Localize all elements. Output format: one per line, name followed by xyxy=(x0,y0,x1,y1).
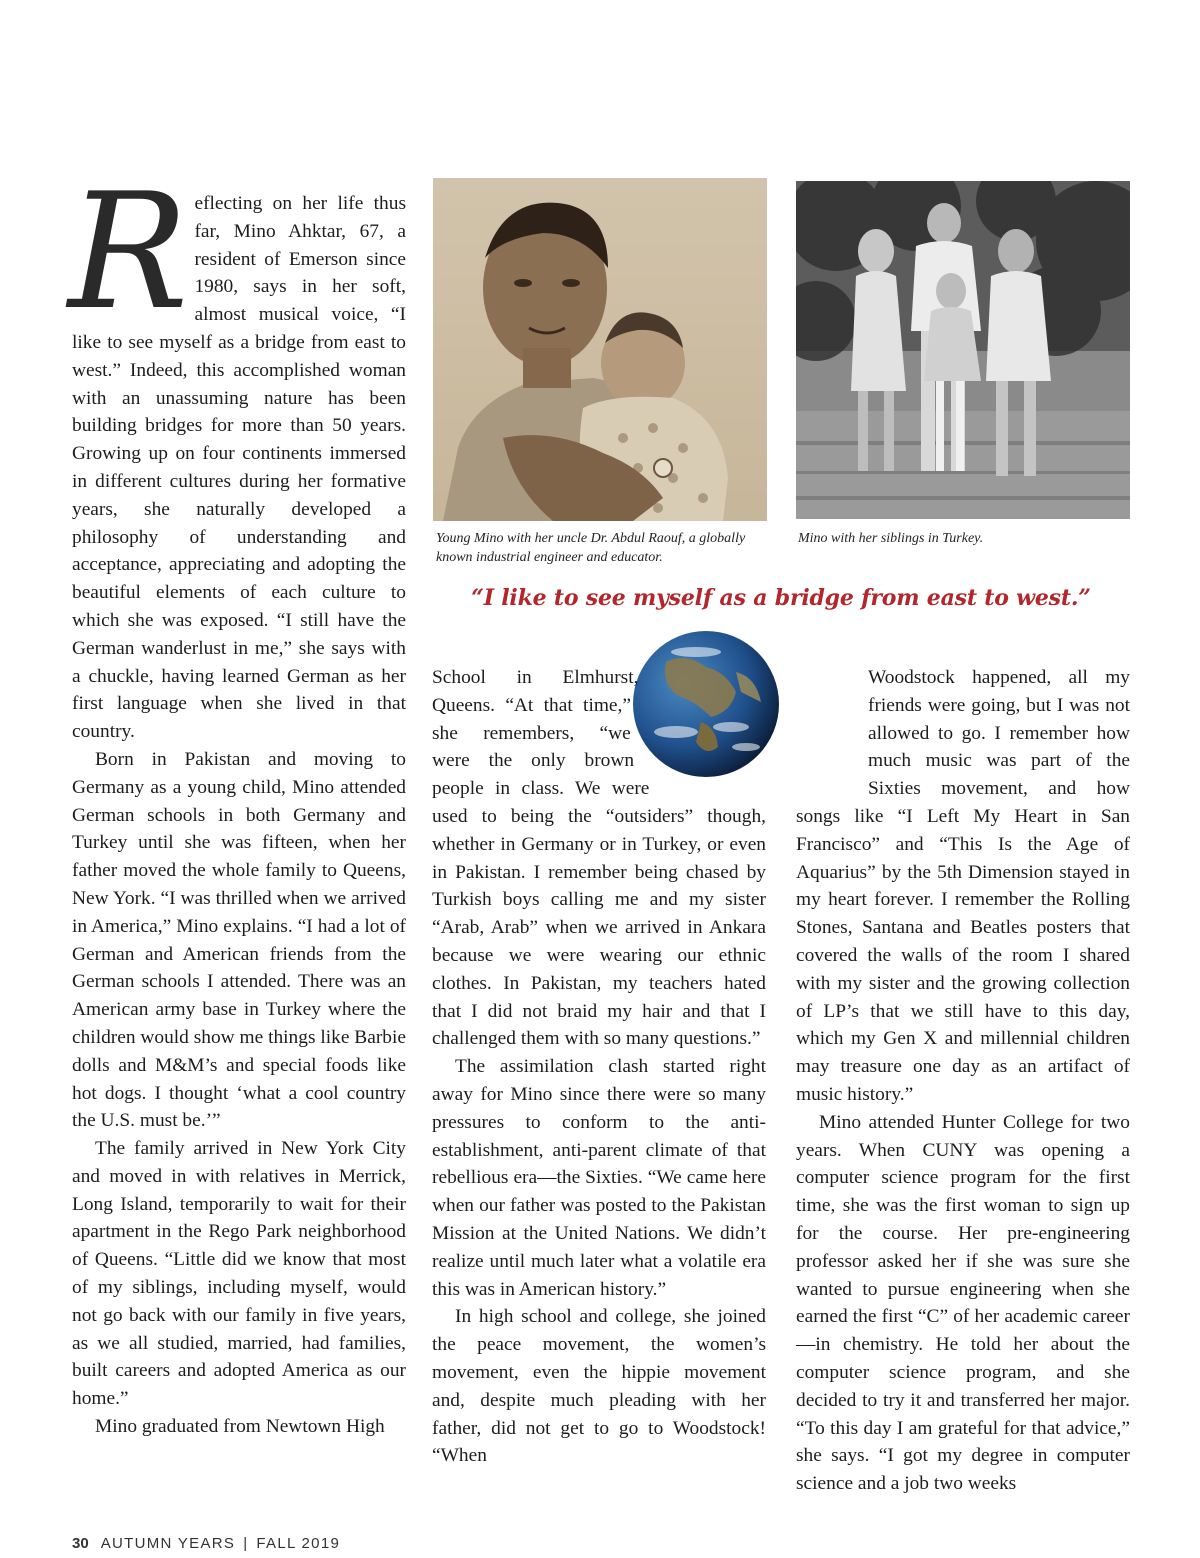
publication-name: AUTUMN YEARS xyxy=(100,1535,236,1552)
article-paragraph: Born in Pakistan and moving to Germany as a young child, Mino attended German schools in both Germany and Turkey until she was fifteen, when her father moved the whole family to Queens, New York. “I was thrilled when we arrived in America,” Mino explains. “I had a lot of German and American friends from the German schools I attended. There was an American army base in Turkey where the children would show me things like Barbie dolls and M&M’s and special foods like hot dogs. I thought ‘what a cool country the U.S. must be.’” xyxy=(72,748,406,1132)
caption-photo1: Young Mino with her uncle Dr. Abdul Raouf, a globally known industrial engineer and educator. xyxy=(436,531,746,565)
page-number: 30 xyxy=(72,1535,89,1552)
footer-separator: | xyxy=(243,1535,249,1552)
drop-cap: R xyxy=(68,158,189,345)
article-paragraph: School in Elmhurst, Queens. “At that time,” she remembers, “we were the only brown people in class. We were used to being the “outsiders” though, whether in Germany or in Turkey, or even in Pakistan. I remember being chased by Turkish boys calling me and my sister “Arab, Arab” when we arrived in Ankara because we were wearing our ethnic clothes. In Pakistan, my teachers hated that I did not braid my hair and that I challenged them with so many questions.” xyxy=(432,667,766,1050)
article-column-1 xyxy=(68,158,406,1441)
caption-photo2: Mino with her siblings in Turkey. xyxy=(798,531,984,546)
article-paragraph: The assimilation clash started right away for Mino since there were so many pressures to conform to the anti-establishment, anti-parent climate of that rebellious era—the Sixties. “We came here when our father was posted to the Pakistan Mission at the United Nations. We didn’t realize until much later what a volatile era this was in American history.” xyxy=(432,1056,766,1300)
pull-quote: “I like to see myself as a bridge from east to west.” xyxy=(471,585,1091,611)
article-column-3 xyxy=(796,664,1130,1498)
article-paragraph: Mino attended Hunter College for two years. When CUNY was opening a computer science program for the first time, she was the first woman to sign up for the course. Her pre-engineering professor asked her if she was sure she wanted to pursue engineering when she earned the first “C” of her academic career—in chemistry. He told her about the computer science program, and she decided to try it and transferred her major. “To this day I am grateful for that advice,” she says. “I got my degree in computer science and a job two weeks xyxy=(796,1111,1130,1495)
globe-float-left xyxy=(796,664,868,800)
article-paragraph: In high school and college, she joined the peace movement, the women’s movement, even the hippie movement and, despite much pleading with her father, did not get to go to Woodstock! “When xyxy=(432,1306,766,1467)
paragraph-text: eflecting on her life thus far, Mino Ahktar, 67, a resident of Emerson since 1980, says in her soft, almost musical voice, “I like to see myself as a bridge from east to west.” Indeed, this accomplished woman with an unassuming nature has been building bridges for more than 50 years. Growing up on four continents immersed in different cultures during her formative years, she naturally developed a philosophy of understanding and acceptance, appreciating and adopting the beautiful elements of each culture to which she was exposed. “I still have the German wanderlust in me,” she says with a chuckle, having learned German as her first language when she lived in that country. xyxy=(72,193,406,743)
article-paragraph: Mino graduated from Newtown High xyxy=(95,1416,385,1438)
issue-date: FALL 2019 xyxy=(256,1535,341,1552)
article-column-2 xyxy=(432,664,766,1470)
photo-siblings-turkey xyxy=(796,181,1130,519)
article-paragraph: The family arrived in New York City and moved in with relatives in Merrick, Long Island, temporarily to wait for their apartment in the Rego Park neighborhood of Queens. “Little did we know that most of my siblings, including myself, would not go back with our family in five years, as we all studied, married, had families, built careers and adopted America as our home.” xyxy=(72,1138,406,1410)
photo-uncle-and-baby xyxy=(433,178,767,521)
article-paragraph: Woodstock happened, all my friends were going, but I was not allowed to go. I remember how much music was part of the Sixties movement, and how songs like “I Left My Heart in San Francisco” and “This Is the Age of Aquarius” by the 5th Dimension stayed in my heart forever. I remember the Rolling Stones, Santana and Beatles posters that covered the walls of the room I shared with my sister and the growing collection of LP’s that we still have to this day, which my Gen X and millennial children may treasure one day as an artifact of music history.” xyxy=(796,667,1130,1105)
page-footer xyxy=(72,1535,340,1552)
article-paragraph xyxy=(68,158,406,746)
